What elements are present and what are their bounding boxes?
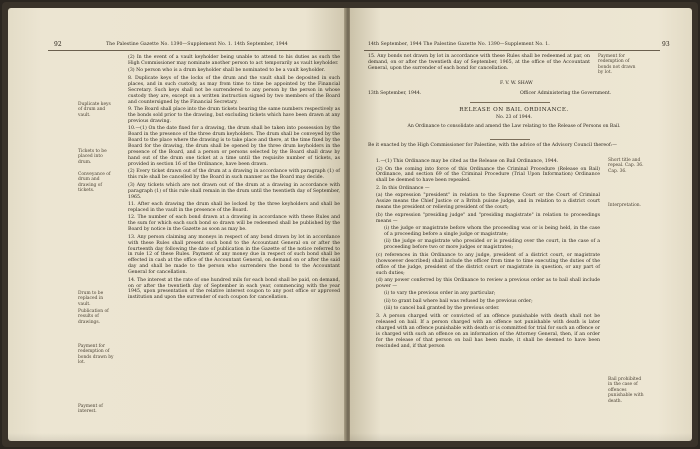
paragraph: (c) references in this Ordinance to any judge, president of a district court, or magistrate (howsoever described) shall include the officer from time to time executing the duties of the office of the judge, president of the district court or magistrate in question, or any part of such duties;: [376, 252, 600, 276]
paragraph: 13. Any person claiming any moneys in respect of any bond drawn by lot in accordance with these Rules shall present such bond to the Accountant General on or after the fourteenth day following the date of publication in the Gazette of the notice referred to in rule 12 of these Rules. Payment of any money due in respect of such bond shall be effected in cash at the office of the Accountant General, on demand on or after the said day and shall be made to the person who surrenders the bond to the Accountant General for cancellation.: [128, 234, 340, 276]
ordinance-number: No. 23 of 1944.: [495, 115, 532, 120]
right-body-text: [368, 159, 600, 351]
left-page-number: 92: [54, 41, 62, 48]
section-divider: [470, 102, 550, 103]
right-header-rule: [364, 50, 660, 51]
signature-name: F. V. W. SHAW: [500, 81, 533, 86]
left-running-head: The Palestine Gazette No. 1390—Supplement No. 1. 14th September, 1944: [106, 42, 288, 47]
paragraph: (2) On the coming into force of this Ordinance the Criminal Procedure (Release on Bail) Ordinance, and section 69 of the Criminal Procedure (Trial Upon Information) Ordinance shall be deemed to have been repealed.: [376, 166, 600, 184]
signature-date: 13th September, 1944.: [368, 91, 422, 96]
paragraph: 10.—(1) On the date fixed for a drawing, the drum shall be taken into possession by the Board in the presence of the three drum keyholders. The drum shall be conveyed by the Board to the place where the drawing is to take place and there, at the time fixed by the Board for the drawing, the drum shall be opened by the three drum keyholders in the presence of the Board, and a person or persons selected by the Board shall draw by hand out of the drum one ticket at a time until the requisite number of tickets, as provided in section 16 of the Ordinance, have been drawn.: [128, 126, 340, 167]
paragraph: 12. The number of each bond drawn at a drawing in accordance with these Rules and the sum for which each such bond so drawn will be redeemed shall be published by the Board by notice in the Gazette as soon as may be.: [128, 215, 340, 233]
paragraph: (b) the expression "presiding judge" and "presiding magistrate" in relation to proceedings means —: [376, 212, 600, 224]
paragraph: 1.—(1) This Ordinance may be cited as the Release on Bail Ordinance, 1944.: [376, 159, 559, 164]
paragraph: 11. After each drawing the drum shall be locked by the three keyholders and shall be replaced in the vault in the presence of the Board.: [128, 202, 340, 213]
paragraph: 9. The Board shall place into the drum tickets bearing the same numbers respectively as the bonds sold prior to the drawing, but excluding tickets which have been drawn at any previous drawing.: [128, 107, 340, 124]
paragraph: (iii) to cancel bail granted by the previous order.: [384, 306, 500, 312]
right-page-shadow: [350, 433, 692, 441]
margin-note-payment-interest: Payment of interest.: [78, 404, 103, 415]
margin-note-bail-prohibited: Bail prohibited in the case of offences punishable with death.: [608, 377, 644, 404]
paragraph: (ii) the judge or magistrate who presided or is presiding over the court, in the case of a proceeding before two or more judges or magistrates;: [384, 239, 600, 251]
margin-note-tickets: Tickets to be placed into drum.: [78, 149, 107, 165]
right-page-number: 93: [662, 41, 670, 48]
paragraph: (a) the expression "president" in relation to the Supreme Court or the Court of Criminal Assize means the Chief Justice or a Britsh puisne judge, and in relation to a district court means the president or relieving president of the court;: [376, 193, 600, 211]
paragraph: (i) to vary the previous order in any particular;: [384, 291, 496, 297]
paragraph: 14. The interest at the rate of one hundred mils for each bond shall be paid, on demand, on or after the twentieth day of September in each year, commencing with the year 1945, upon presentation of the relative interest coupon to any post office or approved institution and upon the surrender of such coupon for cancellation.: [128, 277, 340, 301]
paragraph: (ii) to grant bail where bail was refused by the previous order;: [384, 298, 533, 304]
margin-note-drum-replaced: Drum to be replaced in vault.: [78, 291, 104, 307]
margin-note-short-title: Short title and repeal. Cap. 36. Cap. 36.: [608, 158, 644, 174]
right-top-paragraph: 15. Any bonds not drawn by lot in accordance with these Rules shall be redeemed at par, on demand, on or after the twentieth day of September, 1965, at the office of the Accountant General, upon the surrender of each bond for cancellation.: [368, 54, 590, 71]
paragraph: (d) any power conferred by this Ordinance to review a previous order as to bail shall include power —: [376, 278, 600, 289]
paragraph: (3) Any tickets which are not drawn out of the drum at a drawing in accordance with paragraph (1) of this rule shall remain in the drum until the twentieth day of September, 1965.: [128, 182, 340, 200]
margin-note-payment-redemption: Payment for redemption of bonds drawn by lot.: [78, 344, 114, 366]
signature-title: Officer Administering the Government.: [520, 91, 612, 96]
paragraph: (2) Every ticket drawn out of the drum at a drawing in accordance with paragraph (1) of this rule shall be cancelled by the Board in such manner as the Board may decide.: [128, 169, 340, 181]
left-page: [8, 8, 346, 441]
ordinance-title: RELEASE ON BAIL ORDINANCE.: [459, 107, 569, 113]
paragraph: (3) No person who is a drum keyholder shall be nominated to be a vault keyholder.: [128, 68, 326, 74]
left-page-shadow: [8, 433, 346, 441]
margin-note-conveyance: Conveyance of drum and drawing of tickets.: [78, 172, 111, 194]
margin-note-publication: Publication of results of drawings.: [78, 309, 109, 325]
margin-note-redemption-not-drawn: Payment for redemption of bonds not drawn by lot.: [598, 54, 636, 76]
paragraph: (2) In the event of a vault keyholder being unable to attend to his duties as such the High Commissioner may nominate another person to act temporarily as vault keyholder.: [128, 55, 340, 66]
left-header-rule: [48, 50, 340, 51]
paragraph: 8. Duplicate keys of the locks of the drum and the vault shall be deposited in such places, and in such custody, as may from time to time be appointed by the Financial Secretary. Such keys shall not be surrendered to any person by the person in whose custody they are, except on a written instruction signed by two members of the Board and countersigned by the Financial Secretary.: [128, 75, 340, 105]
ordinance-long-title: An Ordinance to consolidate and amend the Law relating to the Release of Persons on Bail.: [407, 124, 621, 129]
paragraph: (i) the judge or magistrate before whom the proceeding was or is being held, in the case of a proceeding before a single judge or magistrate;: [384, 226, 600, 237]
paragraph: 2. In this Ordinance —: [376, 185, 430, 191]
title-divider: [490, 139, 530, 140]
paragraph: 3. A person charged with or convicted of an offence punishable with death shall not be released on bail. If a person charged with an offence not punishable with death is later charged with an offence punishable with death or is committed for trial for such an offence or is charged with such an offence on an information of the Attorney General, then, if an order for the release of that person on bail has been made, it shall be deemed to have been rescinded and, if that person: [376, 313, 600, 349]
enacting-clause: Be it enacted by the High Commissioner for Palestine, with the advice of the Advisory Council thereof:—: [368, 143, 617, 148]
right-page: [350, 8, 692, 441]
book-spread: [2, 2, 698, 447]
left-body-text: [120, 55, 340, 303]
margin-note-interpretation: Interpretation.: [608, 203, 641, 208]
margin-note-duplicate-keys: Duplicate keys of drum and vault.: [78, 102, 111, 118]
right-running-head: 14th September, 1944 The Palestine Gazette No. 1390—Supplement No. 1.: [368, 42, 550, 47]
